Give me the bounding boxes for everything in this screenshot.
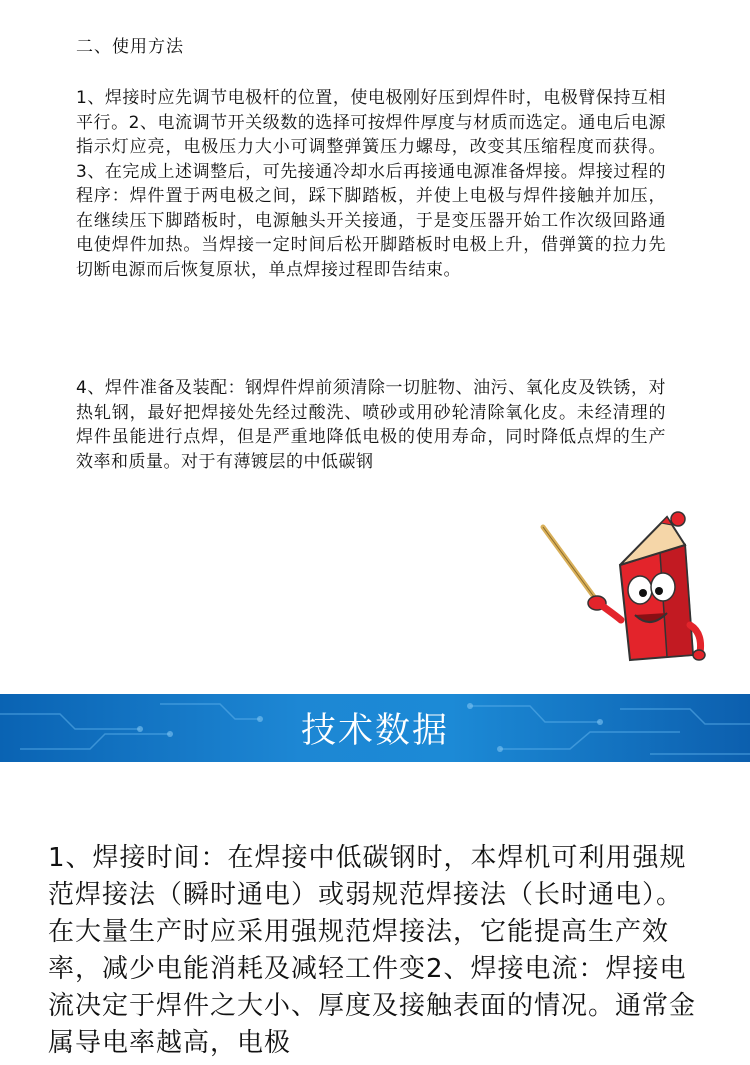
pencil-mascot-icon [535, 505, 710, 675]
instructions-paragraph-1: 1、焊接时应先调节电极杆的位置，使电极刚好压到焊件时，电极臂保持互相平行。2、电流调节开关级数的选择可按焊件厚度与材质而选定。通电后电源指示灯应亮，电极压力大小可调整弹簧压力螺母，改变其压缩程度而获得。3、在完成上述调整后，可先接通冷却水后再接通电源准备焊接。焊接过程的程序：焊件置于两电极之间，踩下脚踏板，并使上电极与焊件接触并加压，在继续压下脚踏板时，电源触头开关接通，于是变压器开始工作次级回路通电使焊件加热。当焊接一定时间后松开脚踏板时电极上升，借弹簧的拉力先切断电源而后恢复原状，单点焊接过程即告结束。 [76, 88, 666, 280]
instructions-paragraph-2: 4、焊件准备及装配：钢焊件焊前须清除一切脏物、油污、氧化皮及铁锈，对热轧钢，最好把焊接处先经过酸洗、喷砂或用砂轮清除氧化皮。未经清理的焊件虽能进行点焊，但是严重地降低电极的使用寿命，同时降低点焊的生产效率和质量。对于有薄镀层的中低碳钢 [76, 378, 666, 472]
tech-data-banner [0, 694, 750, 762]
tech-data-text: 1、焊接时间：在焊接中低碳钢时，本焊机可利用强规范焊接法（瞬时通电）或弱规范焊接法（长时通电）。在大量生产时应采用强规范焊接法，它能提高生产效率，减少电能消耗及减轻工件变2、焊接电流：焊接电流决定于焊件之大小、厚度及接触表面的情况。通常金属导电率越高，电极 [48, 843, 697, 1058]
section-heading: 二、使用方法 [76, 37, 184, 57]
banner-title: 技术数据 [300, 711, 449, 751]
